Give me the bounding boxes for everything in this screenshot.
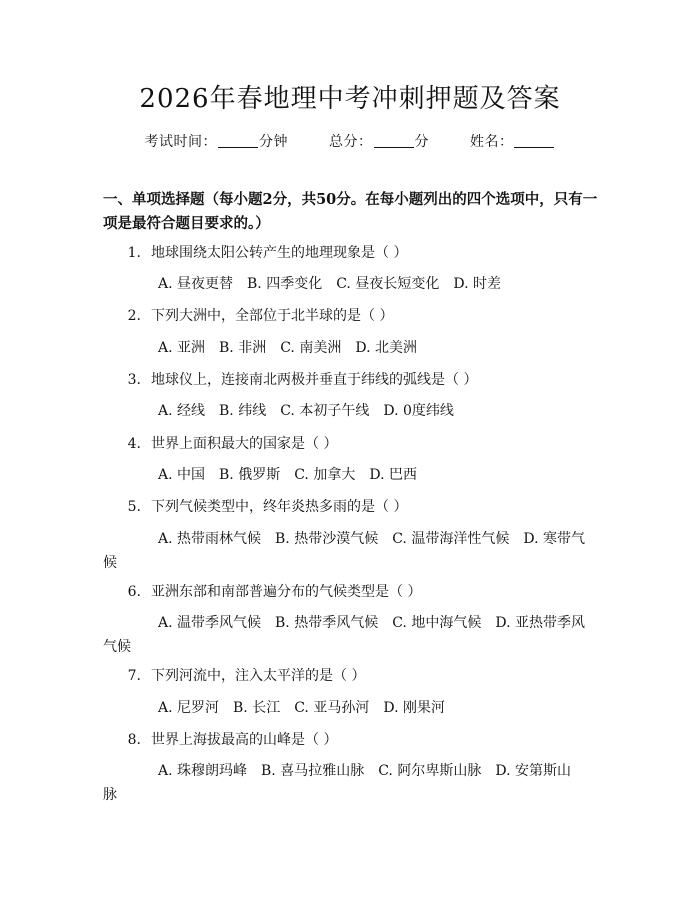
- options-5: [103, 527, 593, 575]
- option-b: B. 热带沙漠气候: [275, 531, 379, 547]
- option-a: A. 珠穆朗玛峰: [158, 763, 248, 779]
- option-b: B. 热带季风气候: [275, 615, 379, 631]
- question-3: [103, 368, 603, 392]
- option-a: A. 尼罗河: [158, 700, 220, 716]
- option-d: D. 时差: [453, 276, 501, 292]
- exam-time-unit: 分钟: [259, 134, 289, 150]
- total-score-unit: 分: [414, 134, 429, 150]
- option-b: B. 非洲: [219, 340, 267, 356]
- options-2: [103, 336, 593, 360]
- options-6: [103, 611, 593, 659]
- question-number: 7.: [127, 668, 141, 684]
- option-b: B. 喜马拉雅山脉: [261, 763, 365, 779]
- question-text: 世界上面积最大的国家是（ ）: [151, 436, 338, 452]
- question-number: 5.: [127, 499, 141, 515]
- option-a: A. 亚洲: [158, 340, 206, 356]
- question-number: 4.: [127, 436, 141, 452]
- name-blank: [514, 133, 554, 148]
- option-a: A. 经线: [158, 403, 206, 419]
- question-5: [103, 495, 603, 519]
- section-heading: 一、单项选择题（每小题2分，共50分。在每小题列出的四个选项中，只有一项是最符合题目要求的。）: [103, 191, 598, 232]
- option-a: A. 中国: [158, 467, 206, 483]
- question-2: [103, 304, 603, 328]
- total-score-field: [329, 131, 429, 151]
- option-d: D. 巴西: [369, 467, 417, 483]
- question-text: 亚洲东部和南部普遍分布的气候类型是（ ）: [151, 584, 422, 600]
- option-c: C. 南美洲: [280, 340, 342, 356]
- option-b: B. 纬线: [219, 403, 267, 419]
- name-label: 姓名：: [469, 134, 514, 150]
- total-score-label: 总分：: [329, 134, 373, 150]
- exam-time-field: [145, 131, 289, 151]
- question-number: 6.: [127, 584, 141, 600]
- options-3: [103, 399, 593, 423]
- option-c: C. 地中海气候: [392, 615, 482, 631]
- question-number: 2.: [127, 308, 141, 324]
- exam-time-blank: [218, 133, 258, 148]
- question-8: [103, 728, 603, 752]
- question-6: [103, 580, 603, 604]
- question-text: 地球仪上，连接南北两极并垂直于纬线的弧线是（ ）: [151, 372, 478, 388]
- option-c: C. 昼夜长短变化: [336, 276, 440, 292]
- option-b: B. 俄罗斯: [219, 467, 281, 483]
- exam-meta: [0, 131, 700, 151]
- option-d: D. 亚热带季风气候: [103, 615, 585, 655]
- option-c: C. 本初子午线: [280, 403, 370, 419]
- options-4: [103, 463, 593, 487]
- question-number: 8.: [127, 732, 141, 748]
- question-text: 下列大洲中，全部位于北半球的是（ ）: [151, 308, 394, 324]
- question-1: [103, 241, 603, 265]
- option-d: D. 刚果河: [383, 700, 445, 716]
- question-number: 3.: [127, 372, 141, 388]
- option-a: A. 温带季风气候: [158, 615, 262, 631]
- question-text: 世界上海拔最高的山峰是（ ）: [151, 732, 338, 748]
- question-text: 下列河流中，注入太平洋的是（ ）: [151, 668, 366, 684]
- question-7: [103, 664, 603, 688]
- options-1: [103, 272, 593, 296]
- option-d: D. 寒带气候: [103, 531, 585, 571]
- question-text: 地球围绕太阳公转产生的地理现象是（ ）: [151, 245, 408, 261]
- option-c: C. 温带海洋性气候: [392, 531, 510, 547]
- option-d: D. 安第斯山脉: [103, 763, 571, 803]
- option-d: D. 0度纬线: [383, 403, 454, 419]
- option-a: A. 热带雨林气候: [158, 531, 262, 547]
- option-c: C. 亚马孙河: [294, 700, 370, 716]
- question-number: 1.: [127, 245, 141, 261]
- question-text: 下列气候类型中，终年炎热多雨的是（ ）: [151, 499, 408, 515]
- options-7: [103, 696, 593, 720]
- name-field: [470, 131, 556, 151]
- question-4: [103, 432, 603, 456]
- page-title: 2026年春地理中考冲刺押题及答案: [139, 84, 561, 114]
- options-8: [103, 759, 593, 807]
- option-a: A. 昼夜更替: [158, 276, 234, 292]
- total-score-blank: [374, 133, 414, 148]
- exam-time-label: 考试时间：: [144, 134, 218, 150]
- option-c: C. 加拿大: [294, 467, 356, 483]
- option-b: B. 四季变化: [247, 276, 323, 292]
- option-b: B. 长江: [233, 700, 281, 716]
- option-d: D. 北美洲: [355, 340, 417, 356]
- option-c: C. 阿尔卑斯山脉: [378, 763, 482, 779]
